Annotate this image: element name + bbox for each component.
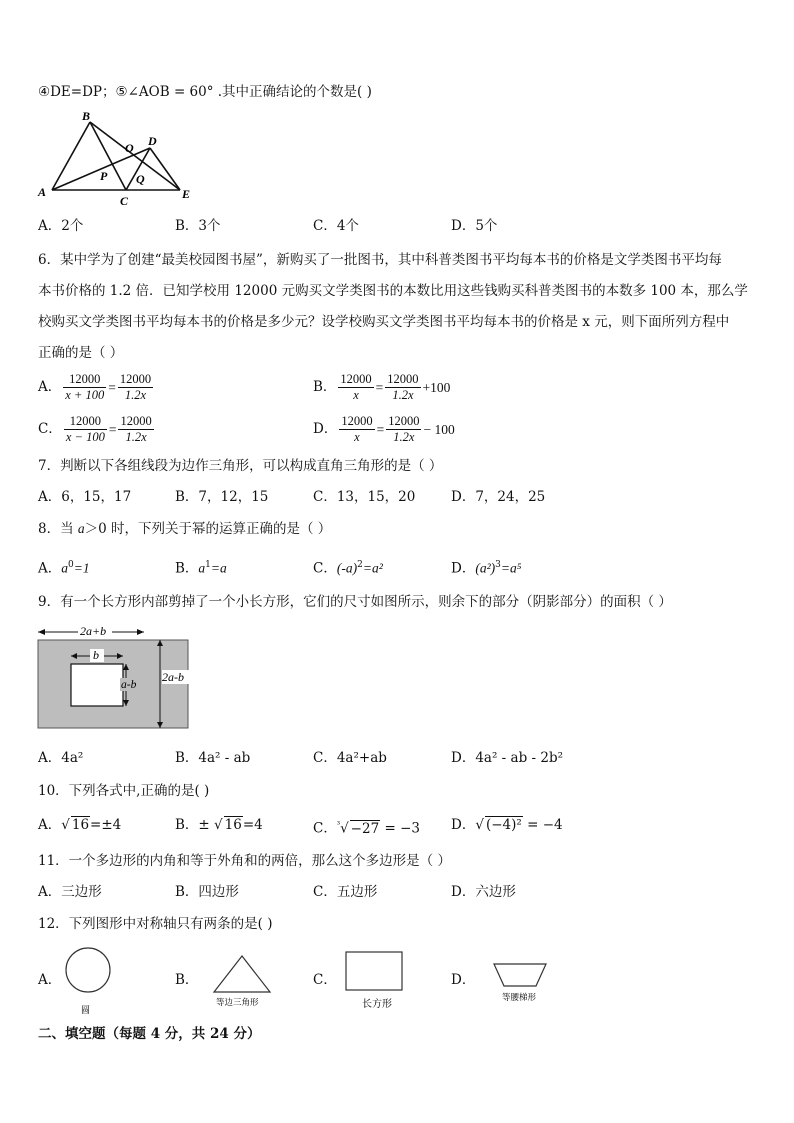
option-label: B． xyxy=(313,379,337,395)
label-E: E xyxy=(182,187,191,201)
label-Q: Q xyxy=(136,172,145,186)
q6-stem-line-3: 校购买文学类图书平均每本书的价格是多少元？设学校购买文学类图书平均每本书的价格是 x 元，则下面所列方程中 xyxy=(38,314,730,330)
label-B: B xyxy=(82,109,91,123)
q10-option-b[interactable]: B．± √ 16=4 xyxy=(175,817,263,833)
equilateral-triangle-shape xyxy=(202,952,282,1010)
svg-text:圆: 圆 xyxy=(81,1005,91,1015)
svg-text:等腰梯形: 等腰梯形 xyxy=(502,992,537,1002)
fraction-left: $\frac{12000}{x}$ xyxy=(340,372,372,402)
q9-option-b[interactable]: B．4a² - ab xyxy=(175,750,251,766)
label-A: A xyxy=(38,185,47,199)
q8-option-b[interactable]: B．$a^1=a$ xyxy=(175,560,227,577)
q6-option-a[interactable]: A． $\frac{12000}{x + 100}$ = $\frac{12000}{1.2x}$ xyxy=(38,372,152,402)
q9-option-a[interactable]: A．4a² xyxy=(38,750,84,766)
q5-triangle-figure xyxy=(34,108,194,208)
label-inner-top: b xyxy=(93,648,99,662)
q11-option-c[interactable]: C．五边形 xyxy=(313,884,378,900)
q7-option-b[interactable]: B．7，12，15 xyxy=(175,489,269,505)
q6-stem-line-2: 本书价格的 1.2 倍．已知学校用 12000 元购买文学类图书的本数比用这些钱购买科普类图书的本数多 100 本，那么学 xyxy=(38,283,748,299)
fraction-right: $\frac{12000}{1.2x}$ xyxy=(119,372,152,402)
section-2-heading: 二、填空题（每题 4 分，共 24 分） xyxy=(38,1026,261,1042)
q9-rectangle-figure xyxy=(34,622,194,734)
q7-option-a[interactable]: A．6，15，17 xyxy=(38,489,132,505)
q12-option-c[interactable]: C． xyxy=(313,972,337,988)
q8-option-a[interactable]: A．$a^0=1$ xyxy=(38,560,90,577)
label-inner-side: a-b xyxy=(121,679,137,691)
q9-option-d[interactable]: D．4a² - ab - 2b² xyxy=(451,750,563,766)
option-label: C． xyxy=(38,421,62,437)
q8-option-c[interactable]: C．$(-a)^2=a^2$ xyxy=(313,560,383,577)
svg-text:等边三角形: 等边三角形 xyxy=(216,997,259,1007)
label-C: C xyxy=(120,194,129,208)
q6-stem-line-4: 正确的是（ ） xyxy=(38,345,124,361)
fraction-left: $\frac{12000}{x + 100}$ xyxy=(65,372,105,402)
option-label: A． xyxy=(38,379,62,395)
label-D: D xyxy=(148,134,157,148)
label-top: 2a+b xyxy=(80,624,107,638)
option-label: D． xyxy=(313,421,338,437)
fraction-left: $\frac{12000}{x - 100}$ xyxy=(65,414,105,444)
q11-stem: 11．一个多边形的内角和等于外角和的两倍，那么这个多边形是（ ） xyxy=(38,853,451,869)
isosceles-trapezoid-shape xyxy=(488,958,554,1006)
q5-option-d[interactable]: D．5个 xyxy=(451,218,498,234)
q8-stem: 8．当 a＞0 时，下列关于幂的运算正确的是（ ） xyxy=(38,521,332,537)
q11-option-a[interactable]: A．三边形 xyxy=(38,884,102,900)
q5-option-b[interactable]: B．3个 xyxy=(175,218,221,234)
q12-option-a[interactable]: A． xyxy=(38,972,62,988)
fraction-right: $\frac{12000}{1.2x}$ xyxy=(388,414,420,444)
label-O: O xyxy=(125,141,134,155)
circle-shape xyxy=(64,946,112,1018)
fraction-right: $\frac{12000}{1.2x}$ xyxy=(387,372,419,402)
q6-option-d[interactable]: D． $\frac{12000}{x}$ = $\frac{12000}{1.2x}$ − 100 xyxy=(313,414,455,444)
q6-stem-line-1: 6．某中学为了创建“最美校园图书屋”，新购买了一批图书，其中科普类图书平均每本书的价格是文学类图书平均每 xyxy=(38,252,722,268)
label-P: P xyxy=(100,169,108,183)
rectangle-shape xyxy=(340,948,410,1014)
q6-option-b[interactable]: B． $\frac{12000}{x}$ = $\frac{12000}{1.2x}$ +100 xyxy=(313,372,451,402)
q5-stem-tail: ④DE=DP；⑤∠AOB = 60° .其中正确结论的个数是( ) xyxy=(38,84,372,100)
label-side: 2a-b xyxy=(162,670,184,684)
q10-stem: 10．下列各式中,正确的是( ) xyxy=(38,783,210,799)
q7-option-d[interactable]: D．7，24，25 xyxy=(451,489,546,505)
q7-option-c[interactable]: C．13，15，20 xyxy=(313,489,416,505)
q7-stem: 7．判断以下各组线段为边作三角形，可以构成直角三角形的是（ ） xyxy=(38,458,443,474)
q11-option-d[interactable]: D．六边形 xyxy=(451,884,516,900)
q10-option-d[interactable]: D．√ (−4)² = −4 xyxy=(451,817,563,833)
q10-option-a[interactable]: A．√ 16=±4 xyxy=(38,817,122,833)
q12-option-d[interactable]: D． xyxy=(451,972,476,988)
q11-option-b[interactable]: B．四边形 xyxy=(175,884,239,900)
q5-option-c[interactable]: C．4个 xyxy=(313,218,359,234)
q10-option-c[interactable]: C．$^{^3}$√ −27 = −3 xyxy=(313,820,420,837)
q12-option-b[interactable]: B． xyxy=(175,972,199,988)
q6-option-c[interactable]: C． $\frac{12000}{x - 100}$ = $\frac{12000}{1.2x}$ xyxy=(38,414,152,444)
q5-option-a[interactable]: A．2个 xyxy=(38,218,84,234)
q8-option-d[interactable]: D．$(a^2)^3=a^5$ xyxy=(451,560,522,577)
q12-stem: 12．下列图形中对称轴只有两条的是( ) xyxy=(38,916,273,932)
fraction-left: $\frac{12000}{x}$ xyxy=(341,414,373,444)
fraction-right: $\frac{12000}{1.2x}$ xyxy=(120,414,152,444)
q9-stem: 9．有一个长方形内部剪掉了一个小长方形，它们的尺寸如图所示，则余下的部分（阴影部分）的面积（ ） xyxy=(38,594,672,610)
q9-option-c[interactable]: C．4a²+ab xyxy=(313,750,387,766)
svg-text:长方形: 长方形 xyxy=(362,999,392,1010)
